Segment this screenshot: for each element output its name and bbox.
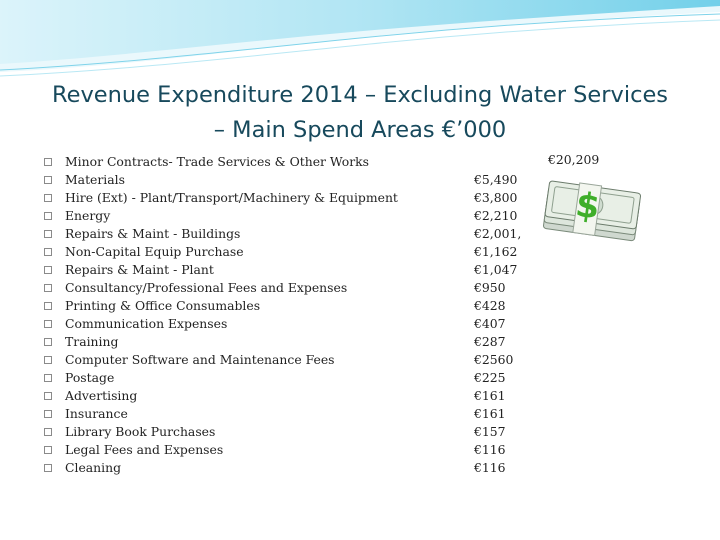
bullet-icon — [44, 338, 52, 346]
title-line-2: – Main Spend Areas €’000 — [213, 117, 507, 143]
list-item — [44, 153, 464, 171]
item-label: Minor Contracts- Trade Services & Other Works — [65, 154, 370, 169]
list-item — [44, 441, 464, 459]
item-value: €161 — [474, 388, 506, 403]
item-label: Non-Capital Equip Purchase — [65, 244, 244, 259]
slide-title — [20, 78, 700, 148]
item-label: Insurance — [65, 406, 128, 421]
bullet-icon — [44, 410, 52, 418]
item-value: €1,047 — [474, 262, 518, 277]
item-value: €157 — [474, 424, 506, 439]
item-label: Cleaning — [65, 460, 122, 475]
header-wave — [0, 0, 720, 90]
item-label: Library Book Purchases — [65, 424, 216, 439]
item-label: Consultancy/Professional Fees and Expenses — [65, 280, 348, 295]
spend-area-list — [44, 153, 464, 477]
item-value: €2,001, — [474, 226, 522, 241]
item-value: €116 — [474, 460, 506, 475]
bullet-icon — [44, 266, 52, 274]
bullet-icon — [44, 464, 52, 472]
list-item — [44, 423, 464, 441]
item-value: €407 — [474, 316, 506, 331]
list-item — [44, 333, 464, 351]
bullet-icon — [44, 194, 52, 202]
item-label: Hire (Ext) - Plant/Transport/Machinery & Equipment — [65, 190, 398, 205]
bullet-icon — [44, 248, 52, 256]
title-line-1: Revenue Expenditure 2014 – Excluding Water Services — [51, 82, 669, 108]
item-label: Postage — [65, 370, 115, 385]
item-label: Repairs & Maint - Plant — [65, 262, 214, 277]
item-label: Computer Software and Maintenance Fees — [65, 352, 335, 367]
item-value: €161 — [474, 406, 506, 421]
list-item — [44, 351, 464, 369]
item-value: €2560 — [474, 352, 514, 367]
bullet-icon — [44, 212, 52, 220]
item-label: Advertising — [65, 388, 138, 403]
bullet-icon — [44, 284, 52, 292]
money-bundle-icon — [538, 173, 648, 249]
bullet-icon — [44, 356, 52, 364]
item-label: Printing & Office Consumables — [65, 298, 261, 313]
item-label: Legal Fees and Expenses — [65, 442, 224, 457]
list-item — [44, 297, 464, 315]
list-item — [44, 315, 464, 333]
list-item — [44, 189, 464, 207]
bullet-icon — [44, 302, 52, 310]
item-label: Training — [65, 334, 119, 349]
list-item — [44, 405, 464, 423]
item-label: Materials — [65, 172, 125, 187]
bullet-icon — [44, 374, 52, 382]
list-item — [44, 459, 464, 477]
list-item — [44, 369, 464, 387]
item-value: €5,490 — [474, 172, 518, 187]
list-item — [44, 243, 464, 261]
item-value: €1,162 — [474, 244, 518, 259]
list-item — [44, 261, 464, 279]
item-value: €950 — [474, 280, 506, 295]
bullet-icon — [44, 392, 52, 400]
item-value: €225 — [474, 370, 506, 385]
total-value: €20,209 — [548, 152, 600, 167]
item-label: Repairs & Maint - Buildings — [65, 226, 241, 241]
list-item — [44, 279, 464, 297]
item-value: €3,800 — [474, 190, 518, 205]
bullet-icon — [44, 176, 52, 184]
bullet-icon — [44, 230, 52, 238]
list-item — [44, 387, 464, 405]
list-item — [44, 207, 464, 225]
bullet-icon — [44, 428, 52, 436]
svg-text:$: $ — [573, 184, 603, 228]
bullet-icon — [44, 158, 52, 166]
item-label: Energy — [65, 208, 111, 223]
list-item — [44, 225, 464, 243]
bullet-icon — [44, 320, 52, 328]
item-value: €116 — [474, 442, 506, 457]
item-label: Communication Expenses — [65, 316, 228, 331]
item-value: €428 — [474, 298, 506, 313]
item-value: €287 — [474, 334, 506, 349]
bullet-icon — [44, 446, 52, 454]
item-value: €2,210 — [474, 208, 518, 223]
list-item — [44, 171, 464, 189]
